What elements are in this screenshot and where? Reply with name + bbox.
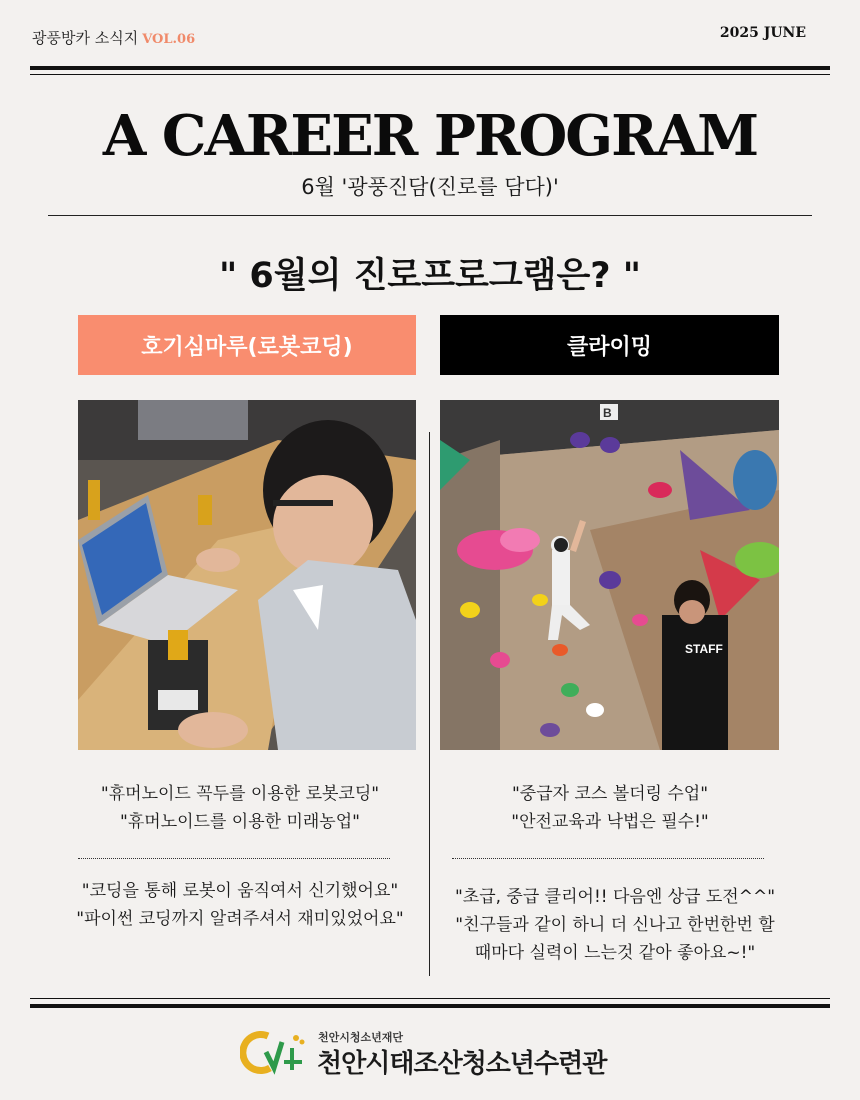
newsletter-name: 광풍방카 소식지 (32, 29, 139, 47)
org-name: 천안시태조산청소년수련관 (317, 1049, 607, 1079)
robot-caption-2: "휴머노이드를 이용한 미래농업" (120, 812, 360, 832)
page-title: A CAREER PROGRAM (102, 103, 758, 169)
top-rule-thick (30, 66, 830, 70)
climbing-reviews (425, 883, 805, 967)
section-question: " 6월의 진로프로그램은? " (219, 256, 641, 296)
bottom-rule-thin (30, 998, 830, 999)
volume-label: VOL.06 (142, 32, 196, 47)
program-heading-robot-coding: 호기심마루(로봇코딩) (78, 315, 416, 375)
issue-date: 2025 JUNE (719, 25, 806, 41)
wall-sign-text: B (603, 406, 612, 420)
climbing-review-1: "초급, 중급 클리어!! 다음엔 상급 도전^^" (454, 887, 776, 907)
climbing-review-3: 때마다 실력이 느는것 같아 좋아요~!" (474, 943, 756, 963)
climbing-caption-1: "중급자 코스 볼더링 수업" (511, 784, 709, 804)
robot-review-1: "코딩을 통해 로봇이 움직여서 신기했어요" (81, 881, 399, 901)
robot-dotted-divider (78, 858, 390, 859)
org-logo-icon (240, 1028, 310, 1082)
climbing-dotted-divider (452, 858, 764, 859)
bottom-rule-thick (30, 1004, 830, 1008)
staff-shirt-text: STAFF (685, 642, 723, 656)
robot-review-2: "파이썬 코딩까지 알려주셔서 재미있었어요" (76, 909, 404, 929)
robot-caption-1: "휴머노이드 꼭두를 이용한 로봇코딩" (100, 784, 380, 804)
robot-coding-captions (40, 780, 440, 836)
newsletter-label (32, 27, 195, 48)
climbing-photo (440, 400, 779, 750)
climbing-caption-2: "안전교육과 낙법은 필수!" (511, 812, 709, 832)
title-divider (48, 215, 812, 216)
robot-coding-reviews (30, 877, 450, 933)
robot-coding-photo (78, 400, 416, 750)
climbing-review-2: "친구들과 같이 하니 더 신나고 한번한번 할 (455, 915, 775, 935)
org-name-small: 천안시청소년재단 (318, 1031, 404, 1044)
program-heading-climbing: 클라이밍 (440, 315, 779, 375)
top-rule-thin (30, 74, 830, 75)
page-subtitle: 6월 '광풍진담(진로를 담다)' (301, 175, 559, 199)
climbing-captions (420, 780, 800, 836)
